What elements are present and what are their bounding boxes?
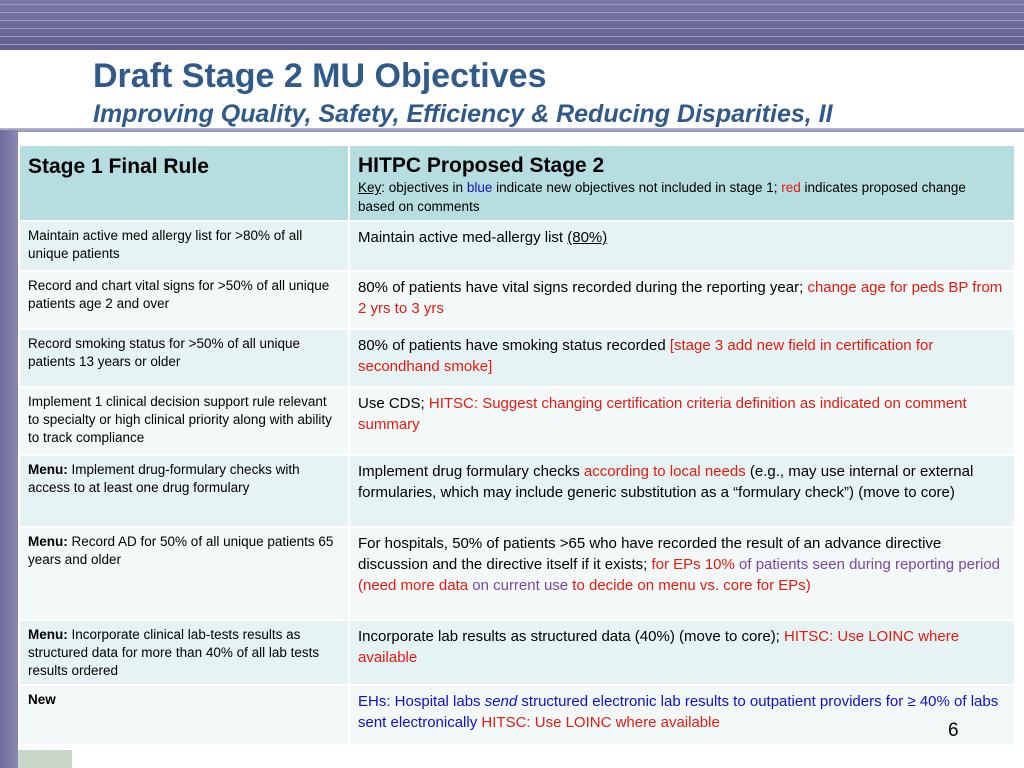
stage1-text: Record AD for 50% of all unique patients 65 years and older (28, 534, 334, 567)
left-band-accent (18, 750, 72, 768)
menu-label: Menu: (28, 462, 68, 477)
slide-title: Draft Stage 2 MU Objectives (93, 57, 547, 95)
stage2-text: Maintain active med-allergy list (358, 229, 568, 246)
stage2-percent: (80%) (567, 229, 608, 246)
stage1-cell (19, 221, 349, 271)
table-row (19, 271, 1015, 329)
stage2-new: on current use (468, 577, 569, 594)
stage2-change: to decide on menu vs. core for EPs) (568, 577, 811, 594)
page-number: 6 (948, 720, 959, 741)
header-stage2 (349, 145, 1015, 221)
stage1-text: Implement drug-formulary checks with access to at least one drug formulary (28, 462, 300, 495)
stage2-cell (349, 271, 1015, 329)
stage1-text: Record smoking status for >50% of all unique patients 13 years or older (28, 336, 301, 369)
table-row (19, 527, 1015, 620)
stage2-cell (349, 455, 1015, 527)
left-decorative-band (0, 130, 18, 768)
menu-label: Menu: (28, 627, 68, 642)
menu-label: Menu: (28, 534, 68, 549)
table-row (19, 387, 1015, 455)
header-stage1: Stage 1 Final Rule (19, 145, 349, 221)
key-blue: blue (466, 180, 493, 195)
stage2-text: Implement drug formulary checks (358, 463, 584, 480)
stage2-new: of patients seen during reporting period (734, 556, 1001, 573)
stage2-text-tail: (e.g., may use internal or external formularies, which may include generic substitution as a “formulary check”) (move to core) (358, 463, 974, 501)
stage2-text: 80% of patients have smoking status recorded (358, 337, 670, 354)
objectives-table (18, 144, 1016, 746)
stage2-emphasis: send (484, 693, 518, 710)
stage2-cell (349, 620, 1015, 685)
stage2-change: (need more data (358, 577, 469, 594)
stage2-change: change age for peds BP from 2 yrs to 3 yrs (358, 279, 1003, 317)
stage2-change: [stage 3 add new field in certification for secondhand smoke] (358, 337, 934, 375)
key-text-3: indicates proposed change based on comments (358, 180, 966, 214)
stage2-text: Incorporate lab results as structured data (40%) (move to core); (358, 628, 785, 645)
stage2-text: For hospitals, 50% of patients >65 who have recorded the result of an advance directive discussion and the directive itself if it exists; (358, 535, 942, 573)
table-row (19, 455, 1015, 527)
stage1-cell (19, 455, 349, 527)
stage1-cell (19, 527, 349, 620)
stage2-change: HITSC: Suggest changing certification criteria definition as indicated on comment summary (358, 395, 967, 433)
stage1-text: Incorporate clinical lab-tests results as structured data for more than 40% of all lab tests results ordered (28, 627, 320, 678)
key-text-1: : objectives in (381, 180, 467, 195)
stage2-new: EHs: Hospital labs (358, 693, 485, 710)
stage2-cell (349, 221, 1015, 271)
stage2-change: HITSC: Use LOINC where available (358, 628, 960, 666)
table-row (19, 620, 1015, 685)
stage2-new: structured electronic lab results to outpatient providers for ≥ 40% of labs sent electronically (358, 693, 999, 731)
stage2-cell (349, 527, 1015, 620)
header-stage2-title: HITPC Proposed Stage 2 (358, 154, 605, 177)
header-key (358, 178, 1006, 216)
table-row (19, 685, 1015, 745)
table-row (19, 221, 1015, 271)
table-header-row (19, 145, 1015, 221)
slide-subtitle: Improving Quality, Safety, Efficiency & Reducing Disparities, II (93, 100, 833, 128)
stage2-text: 80% of patients have vital signs recorded during the reporting year; (358, 279, 808, 296)
banner-divider (0, 50, 1024, 55)
stage2-cell (349, 685, 1015, 745)
stage1-text: Maintain active med allergy list for >80% of all unique patients (28, 228, 303, 261)
stage1-text: Implement 1 clinical decision support rule relevant to specialty or high clinical priority along with ability to track compliance (28, 394, 332, 445)
stage1-cell (19, 685, 349, 745)
objectives-table-wrap (18, 144, 1016, 746)
stage2-cell (349, 387, 1015, 455)
new-label: New (28, 692, 56, 707)
stage2-change: according to local needs (583, 463, 746, 480)
stage1-cell (19, 387, 349, 455)
stage1-text: Record and chart vital signs for >50% of all unique patients age 2 and over (28, 278, 330, 311)
stage1-cell (19, 271, 349, 329)
key-label: Key (358, 180, 382, 195)
stage2-text: Use CDS; (358, 395, 429, 412)
stage2-change: HITSC: Use LOINC where available (481, 714, 720, 731)
key-text-2: indicate new objectives not included in stage 1; (492, 180, 782, 195)
stage1-cell (19, 329, 349, 387)
stage2-cell (349, 329, 1015, 387)
top-banner (0, 0, 1024, 50)
table-row (19, 329, 1015, 387)
stage1-cell (19, 620, 349, 685)
key-red: red (781, 180, 801, 195)
stage2-change: for EPs 10% (651, 556, 735, 573)
